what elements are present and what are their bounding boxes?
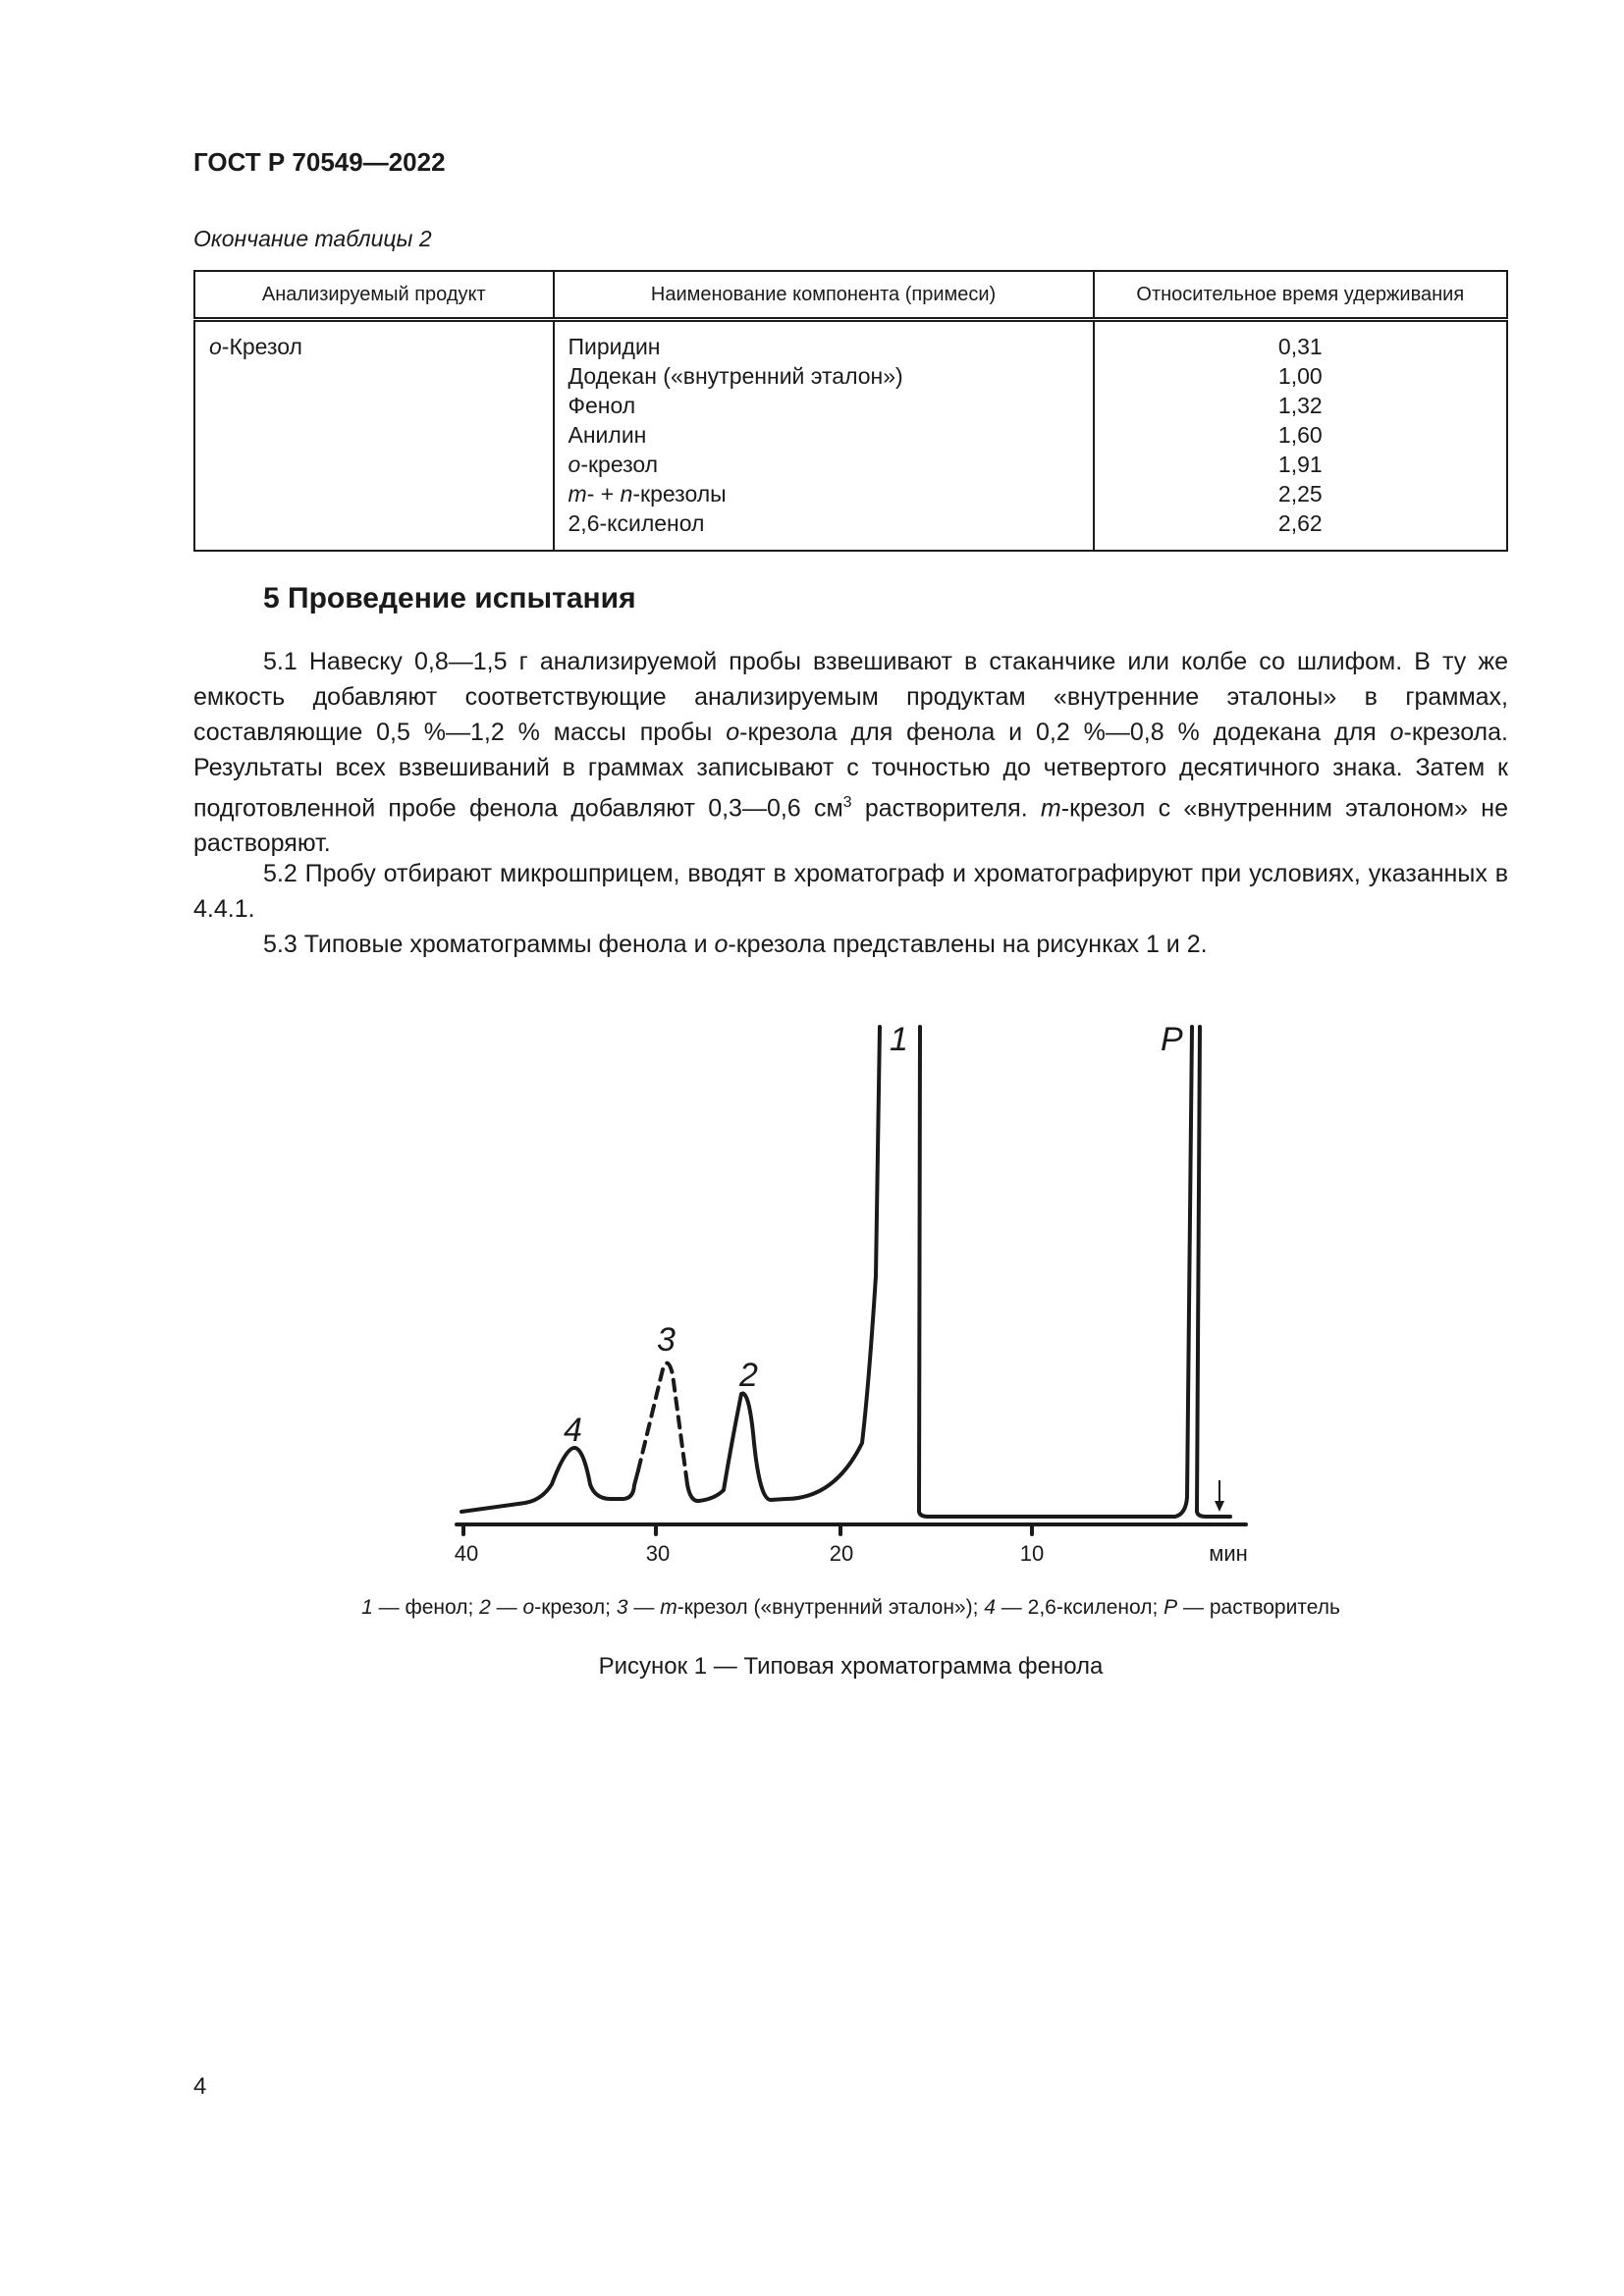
product-name: -Крезол	[221, 334, 302, 359]
retention-value: 1,60	[1277, 422, 1323, 448]
peak-label-1: 1	[890, 1021, 908, 1058]
retention-value: 0,31	[1277, 334, 1323, 359]
x-axis-unit: мин	[1209, 1541, 1248, 1566]
solvent-peak-1	[919, 1027, 1192, 1517]
component-item: 2,6-ксиленол	[568, 510, 705, 536]
page-number: 4	[193, 2073, 207, 2100]
paragraph-5-2: 5.2 Пробу отбирают микрошприцем, вводят в хроматограф и хроматографируют при условиях, указанных в 4.4.1.	[193, 860, 1508, 923]
column-header-component: Наименование компонента (примеси)	[554, 271, 1094, 320]
paragraph-5-3: 5.3 Типовые хроматограммы фенола и о-крезола представлены на рисунках 1 и 2.	[263, 931, 1208, 958]
table-caption: Окончание таблицы 2	[193, 226, 432, 251]
peak-label-2: 2	[739, 1357, 758, 1394]
retention-value: 2,62	[1277, 510, 1323, 536]
tick-label-40: 40	[454, 1541, 479, 1566]
component-item: Пиридин	[568, 334, 661, 359]
component-item: m- + n-крезолы	[568, 481, 727, 507]
peak-label-3: 3	[657, 1321, 676, 1359]
peak-label-P: P	[1161, 1021, 1183, 1058]
tick-label-20: 20	[829, 1541, 854, 1566]
chromatogram-trace-left	[461, 1448, 638, 1512]
peak-label-4: 4	[564, 1412, 582, 1449]
figure-caption: Рисунок 1 — Типовая хроматограмма фенола	[598, 1653, 1104, 1680]
injection-arrow	[1215, 1480, 1224, 1512]
figure-legend: 1 — фенол; 2 — о-крезол; 3 — m-крезол («внутренний эталон»); 4 — 2,6-ксиленол; P — растворитель	[361, 1596, 1340, 1619]
component-item: Фенол	[568, 393, 636, 418]
paragraph-5-1: 5.1 Навеску 0,8—1,5 г анализируемой пробы взвешивают в стаканчике или колбе со шлифом. В ту же емкость добавляют соответствующие анализируемым продуктам «внутренние эталоны» в граммах, составляющие 0,5 %—1,2 % массы пробы о-крезола для фенола и 0,2 %—0,8 % додекана для о-крезола. Результаты всех взвешиваний в граммах записывают с точностью до четвертого десятичного знака. Затем к подготовленной пробе фенола добавляют 0,3—0,6 $см^3$ растворителя. m-крезол с «внутренним эталоном» не растворяют.	[193, 648, 1508, 858]
component-item: Анилин	[568, 422, 647, 448]
column-header-product: Анализируемый продукт	[194, 271, 554, 320]
solvent-peak-2	[1197, 1027, 1230, 1517]
product-prefix: о	[209, 334, 222, 359]
column-header-retention-time: Относительное время удерживания	[1094, 271, 1507, 320]
document-code: ГОСТ Р 70549—2022	[193, 147, 446, 177]
chromatogram-trace-mid	[687, 1027, 880, 1501]
chromatogram-trace-dashed	[638, 1363, 687, 1484]
retention-value: 1,32	[1277, 393, 1323, 418]
tick-label-10: 10	[1019, 1541, 1045, 1566]
tick-label-30: 30	[645, 1541, 671, 1566]
component-item: Додекан («внутренний эталон»)	[568, 363, 903, 389]
section-title: 5 Проведение испытания	[263, 582, 636, 614]
component-item: о-крезол	[568, 452, 659, 477]
retention-value: 2,25	[1277, 481, 1323, 507]
retention-value: 1,91	[1277, 452, 1323, 477]
retention-value: 1,00	[1277, 363, 1323, 389]
